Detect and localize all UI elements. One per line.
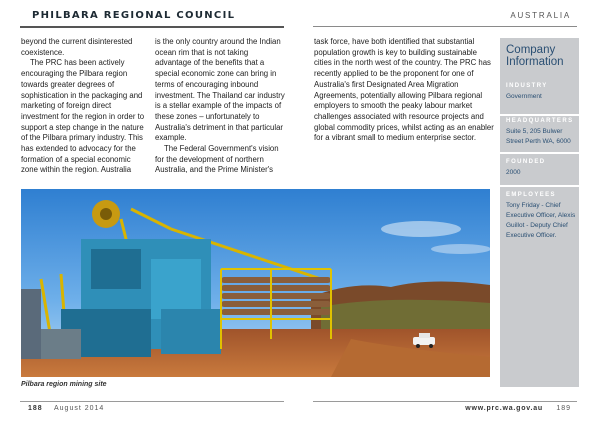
left-page-footer — [20, 401, 284, 411]
paragraph: beyond the current disinterested coexistence. — [21, 37, 133, 57]
text-column-3 — [314, 37, 496, 144]
right-page-header — [313, 8, 577, 27]
country-label: AUSTRALIA — [510, 11, 571, 20]
industry-label: INDUSTRY — [506, 83, 548, 89]
founded-label: FOUNDED — [506, 159, 546, 165]
sidebar-divider — [500, 185, 579, 187]
left-page-header — [20, 8, 284, 28]
headquarters-value: Suite 5, 205 Bulwer Street Perth WA, 6000 — [506, 128, 571, 145]
photo-caption: Pilbara region mining site — [21, 381, 107, 388]
company-info-sidebar — [500, 38, 579, 387]
issue-date: August 2014 — [54, 405, 105, 412]
sidebar-divider — [500, 114, 579, 116]
publication-name: PHILBARA REGIONAL COUNCIL — [32, 10, 236, 21]
text-column-2 — [155, 37, 285, 176]
paragraph: The PRC has been actively encouraging the Pilbara region towards greater degrees of sophistication in the packaging and marketing of foreign direct investment for the region in order to support a step change in the nature of the Pilbara primary industry. This has extended to advocacy for the formation of a special economic zone within the region. Australia — [21, 58, 145, 175]
employees-label: EMPLOYEES — [506, 192, 556, 198]
headquarters-block — [506, 118, 576, 147]
industry-value: Government — [506, 93, 542, 100]
headquarters-label: HEADQUARTERS — [506, 118, 574, 124]
founded-value: 2000 — [506, 169, 521, 176]
founded-block — [506, 159, 576, 178]
paragraph: is the only country around the Indian ocean rim that is not taking advantage of the benefits that a special economic zone can bring in terms of encouraging inbound investment. The Thailand car industry is a stellar example of the impacts of these zones – unfortunately to Australia's detriment in that particular example. — [155, 37, 285, 143]
left-page-number: 188 — [28, 405, 43, 412]
right-page-footer — [313, 401, 577, 411]
mining-site-photo — [21, 189, 490, 377]
industry-block — [506, 83, 576, 102]
mining-drill-rig-photo-icon — [21, 189, 490, 377]
text-column-1 — [21, 37, 149, 176]
paragraph: The Federal Government's vision for the development of northern Australia, and the Prime Minister's — [155, 144, 279, 175]
website-url: www.prc.wa.gov.au — [465, 405, 543, 412]
right-page-number: 189 — [556, 405, 571, 412]
employees-value: Tony Friday - Chief Executive Officer, Alexis Guillot - Deputy Chief Executive Officer. — [506, 202, 576, 239]
employees-block — [506, 192, 576, 241]
sidebar-divider — [500, 152, 579, 154]
sidebar-title: Company Information — [506, 44, 564, 68]
paragraph: task force, have both identified that substantial population growth is key to building sustainable cities in the north west of the country. The PRC has recently applied to be the proponent for one of Australia's first Designated Area Migration Agreements, potentially allowing Pilbara regional employers to smooth the peaky labour market challenges associated with resource projects and global commodity prices, whilst acting as an enabler for a vibrant small to medium enterprise sector. — [314, 37, 494, 143]
